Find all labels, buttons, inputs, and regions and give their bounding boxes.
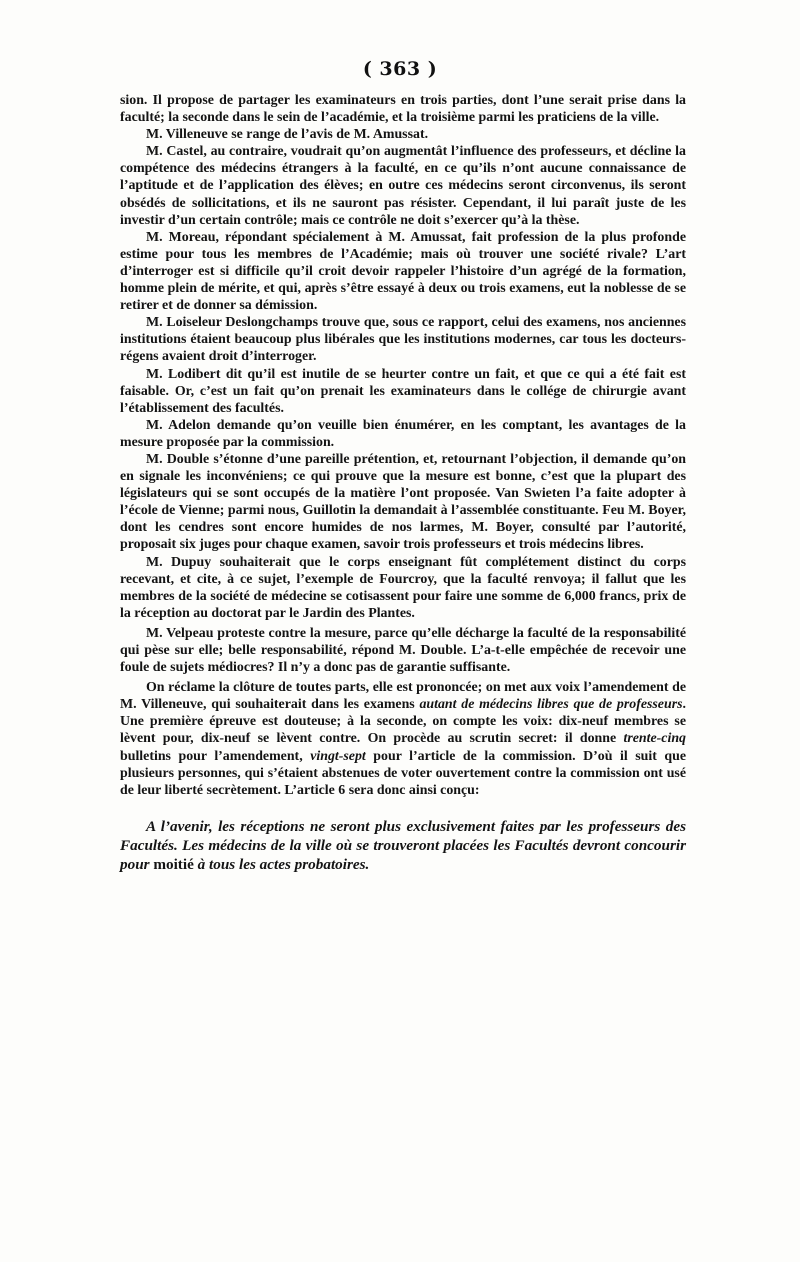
vote-text: On réclame la clôture de toutes parts, elle est prononcée; on met aux voix l’amendement de M. Villeneuve, qui souhaiterait dans les examens	[120, 680, 686, 713]
paragraph: M. Loiseleur Deslongchamps trouve que, sous ce rapport, celui des examens, nos anciennes institutions étaient beaucoup plus libérales que les institutions modernes, car tous les docteurs-régens avaient droit d’interroger.	[120, 315, 686, 365]
vote-italic: vingt-sept	[310, 748, 366, 764]
page-number: ( 363 )	[362, 58, 438, 80]
paragraph: M. Castel, au contraire, voudrait qu’on augmentât l’influence des professeurs, et décline la compétence des médecins étrangers à la faculté, en ce qu’ils n’ont aucune connaissance de l’aptitude et de l’application des élèves; en outre ces médecins seront circonvenus, ils seront obsédés de sollicitations, et ils ne sauront pas résister. Cependant, il lui paraît juste de les investir d’un certain contrôle; mais ce contrôle ne doit s’exercer qu’à la thèse.	[120, 144, 686, 228]
paragraph: M. Lodibert dit qu’il est inutile de se heurter contre un fait, et que ce qui a été fait est faisable. Or, c’est un fait qu’on prenait les examinateurs dans le collége de chirurgie avant l’établissement des facultés.	[120, 366, 686, 416]
paragraph: M. Villeneuve se range de l’avis de M. Amussat.	[146, 127, 429, 143]
vote-text: pour l’article de la commission. D’où il suit que plusieurs personnes, qui s’étaient abstenues de voter ouvertement contre la commission ont usé de leur liberté secrètement. L’article 6 sera donc ainsi conçu:	[120, 748, 687, 798]
paragraph: M. Double s’étonne d’une pareille prétention, et, retournant l’objection, il demande qu’on en signale les inconvéniens; ce qui prouve que la mesure est bonne, c’est que la plupart des législateurs qui se sont occupés de la matière l’ont proposée. Van Swieten l’a faite adopter à l’école de Vienne; parmi nous, Guillotin la demandait à l’assemblée constituante. Feu M. Boyer, dont les cendres sont encore humides de nos larmes, M. Boyer, consulté par l’autorité, proposait six juges pour chaque examen, savoir trois professeurs et trois médecins libres.	[120, 451, 686, 553]
vote-italic: trente-cinq	[623, 731, 686, 747]
paragraph: M. Velpeau proteste contre la mesure, parce qu’elle décharge la faculté de la responsabilité qui pèse sur elle; belle responsabilité, répond M. Double. L’a-t-elle empêchée de recevoir une foule de sujets médiocres? Il n’y a donc pas de garantie suffisante.	[120, 625, 686, 676]
paragraph: sion. Il propose de partager les examinateurs en trois parties, dont l’une serait prise dans la faculté; la seconde dans le sein de l’académie, et la troisième parmi les praticiens de la ville.	[120, 93, 686, 126]
vote-italic: autant de médecins libres que de professeurs	[419, 697, 683, 713]
vote-text: . Une première épreuve est douteuse; à la seconde, on compte les voix: dix-neuf membres se lèvent pour, dix-neuf se lèvent contre. On procède au scrutin secret: il donne	[120, 697, 686, 747]
vote-paragraph	[120, 679, 686, 799]
article-roman: moitié	[153, 855, 194, 873]
vote-text: bulletins pour l’amendement,	[120, 748, 311, 764]
paragraph: M. Adelon demande qu’on veuille bien énumérer, en les comptant, les avantages de la mesure proposée par la commission.	[120, 417, 686, 450]
article-italic: à tous les actes probatoires.	[193, 855, 370, 873]
article-text	[120, 817, 686, 874]
paragraph: M. Moreau, répondant spécialement à M. Amussat, fait profession de la plus profonde estime pour tous les membres de l’Académie; mais où trouver une société rivale? L’art d’interroger est si difficile qu’il croit devoir rappeler l’histoire d’un agrégé de la formation, homme plein de mérite, et qui, après s’être essayé à deux ou trois examens, eut la noblesse de se retirer et de donner sa démission.	[120, 229, 686, 314]
article-italic: A l’avenir, les réceptions ne seront plus exclusivement faites par les professeurs des Facultés. Les médecins de la ville où se trouveront placées les Facultés devront concourir pour	[120, 817, 686, 873]
page-body	[120, 92, 686, 874]
paragraph: M. Dupuy souhaiterait que le corps enseignant fût complétement distinct du corps recevant, et cite, à ce sujet, l’exemple de Fourcroy, que la faculté renvoya; il fallut que les membres de la société de médecine se cotisassent pour faire une somme de 6,000 francs, prix de la réception au doctorat par le Jardin des Plantes.	[120, 554, 686, 621]
